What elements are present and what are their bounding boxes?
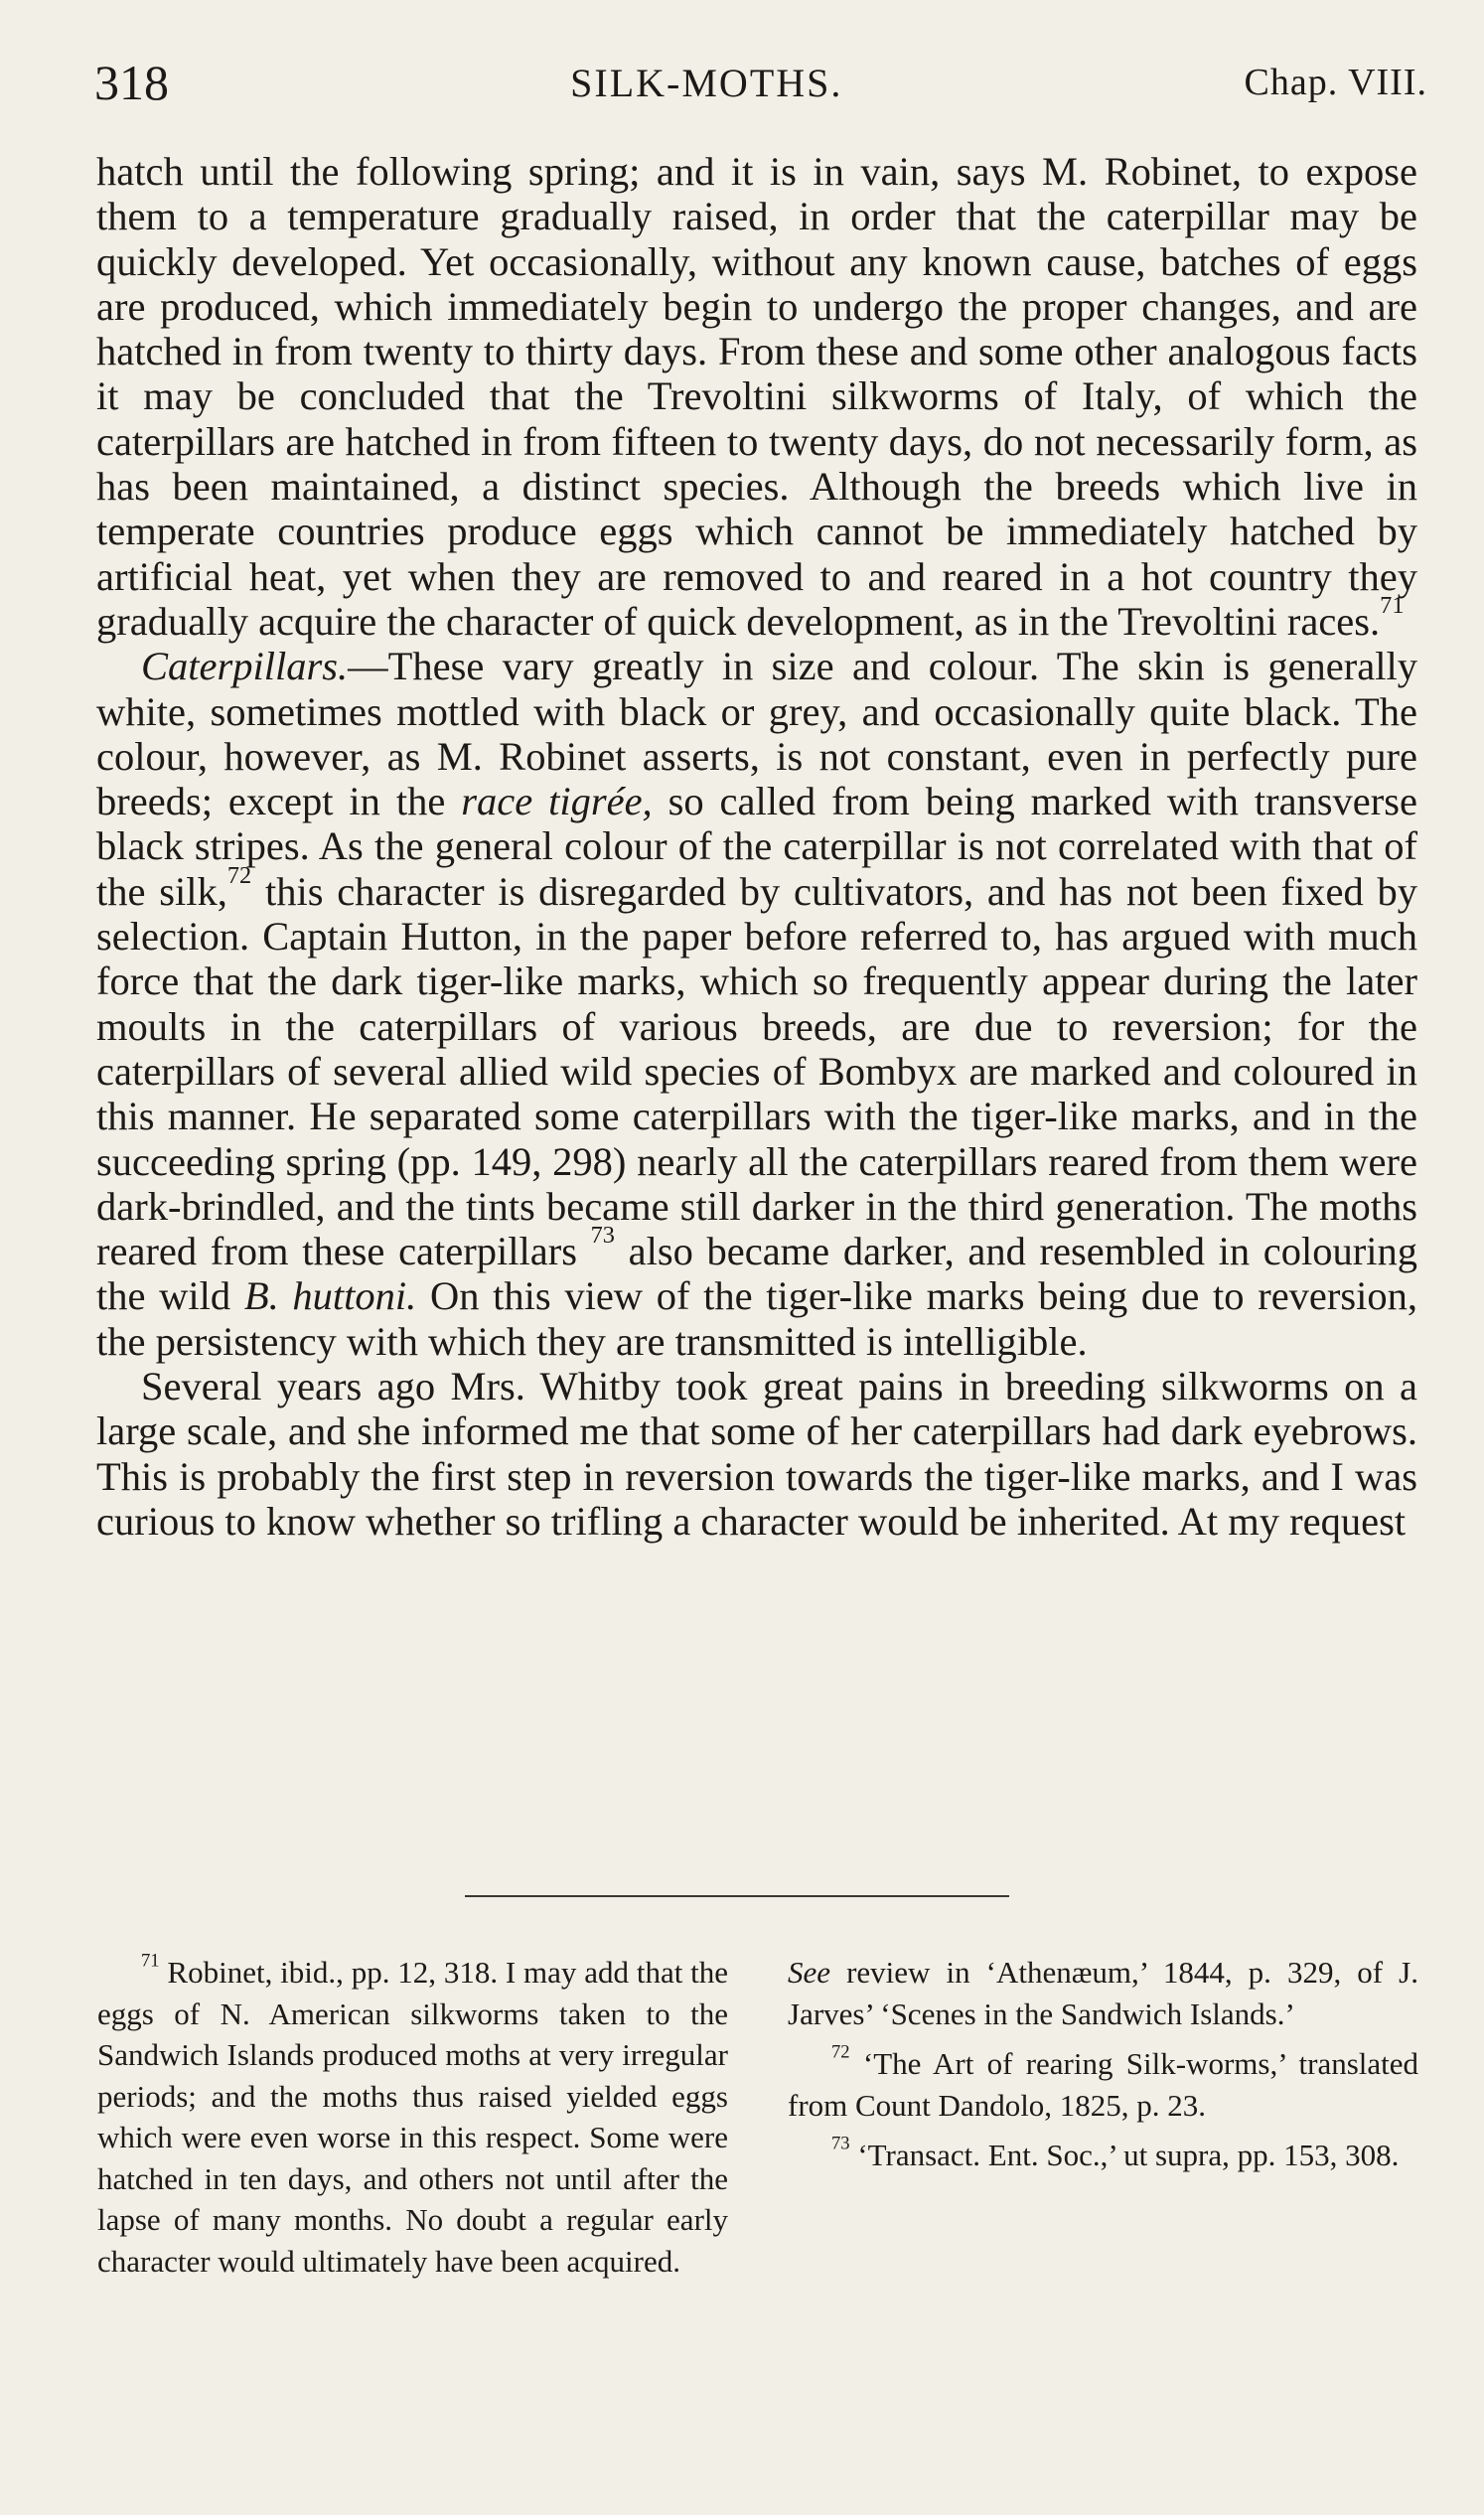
running-title: SILK-MOTHS.	[570, 60, 843, 105]
section-lead-caterpillars: Caterpillars.	[141, 644, 349, 689]
footnote-71-continued	[788, 1952, 1418, 2034]
species-name-italic: B. huttoni.	[243, 1273, 417, 1319]
footnote-column-left	[97, 1952, 728, 2282]
footnote-ref-72: 72	[226, 861, 252, 889]
footnote-72-text: ‘The Art of rearing Silk-worms,’ translated from Count Dandolo, 1825, p. 23.	[788, 2046, 1419, 2123]
footnote-71-tail: review in ‘Athenæum,’ 1844, p. 329, of J. Jarves’ ‘Scenes in the Sandwich Islands.’	[788, 1955, 1418, 2031]
paragraph-3: Several years ago Mrs. Whitby took great pains in breeding silkworms on a large scale, and she informed me that some of her caterpillars had dark eyebrows. This is probably the first step in reversion towards the tiger-like marks, and I was curious to know whether so trifling a character would be inherited. At my request	[96, 1364, 1417, 1544]
footnote-73-number: 73	[831, 2133, 850, 2154]
running-header	[94, 48, 1427, 117]
main-text	[96, 149, 1417, 1544]
footnote-divider	[465, 1895, 1009, 1897]
footnotes	[97, 1952, 1418, 2282]
page-number: 318	[94, 55, 169, 110]
footnote-column-right	[788, 1952, 1418, 2282]
paragraph-1	[96, 149, 1417, 644]
chapter-label: Chap. VIII.	[1244, 62, 1427, 103]
paragraph-2-text-c: this character is disregarded by cultivators, and has not been fixed by selection. Captain Hutton, in the paper before referred to, has argued with much force that the dark tiger-like marks, which so frequently appear during the later moults in the caterpillars of various breeds, are due to reversion; for the caterpillars of several allied wild species of Bombyx are marked and coloured in this manner. He separated some caterpillars with the tiger-like marks, and in the succeeding spring (pp. 149, 298) nearly all the caterpillars reared from them were dark-brindled, and the tints became still darker in the third generation. The moths reared from these caterpillars	[96, 868, 1418, 1274]
paragraph-1-text: hatch until the following spring; and it is in vain, says M. Robinet, to expose them to a temperature gradually raised, in order that the caterpillar may be quickly developed. Yet occasionally, without any known cause, batches of eggs are produced, which immediately begin to undergo the proper changes, and are hatched in from twenty to thirty days. From these and some other analogous facts it may be concluded that the Trevoltini silkworms of Italy, of which the caterpillars are hatched in from fifteen to twenty days, do not necessarily form, as has been maintained, a distinct species. Although the breeds which live in temperate countries produce eggs which cannot be immediately hatched by artificial heat, yet when they are removed to and reared in a hot country they gradually acquire the character of quick development, as in the Trevoltini races.	[96, 149, 1417, 644]
paragraph-2	[96, 644, 1417, 1364]
paragraph-2-text-e: On this view of the tiger-like marks being due to reversion, the persistency with which they are transmitted is intelligible.	[96, 1273, 1418, 1364]
footnote-ref-73: 73	[590, 1222, 615, 1250]
footnote-73	[788, 2135, 1418, 2176]
race-tigree-italic: race tigrée,	[461, 779, 653, 824]
footnote-71-see: See	[788, 1955, 831, 1990]
footnote-72	[788, 2043, 1418, 2126]
footnote-72-number: 72	[831, 2041, 850, 2063]
footnote-71	[97, 1952, 728, 2282]
paragraph-2-text-d: also became darker, and resembled in colouring the wild	[96, 1229, 1418, 1319]
footnote-71-text: Robinet, ibid., pp. 12, 318. I may add that the eggs of N. American silkworms taken to the Sandwich Islands produced moths at very irregular periods; and the moths thus raised yielded eggs which were even worse in this respect. Some were hatched in ten days, and others not until after the lapse of many months. No doubt a regular early character would ultimately have been acquired.	[97, 1955, 729, 2279]
paragraph-2-text-b: so called from being marked with transverse black stripes. As the general colour of the caterpillar is not correlated with that of the silk,	[96, 779, 1418, 914]
footnote-73-text: ‘Transact. Ent. Soc.,’ ut supra, pp. 153, 308.	[857, 2138, 1400, 2172]
footnote-71-number: 71	[141, 1950, 160, 1972]
paragraph-2-text-a: —These vary greatly in size and colour. The skin is generally white, sometimes mottled with black or grey, and occasionally quite black. The colour, however, as M. Robinet asserts, is not constant, even in perfectly pure breeds; except in the	[96, 644, 1417, 824]
footnote-ref-71: 71	[1380, 592, 1405, 620]
